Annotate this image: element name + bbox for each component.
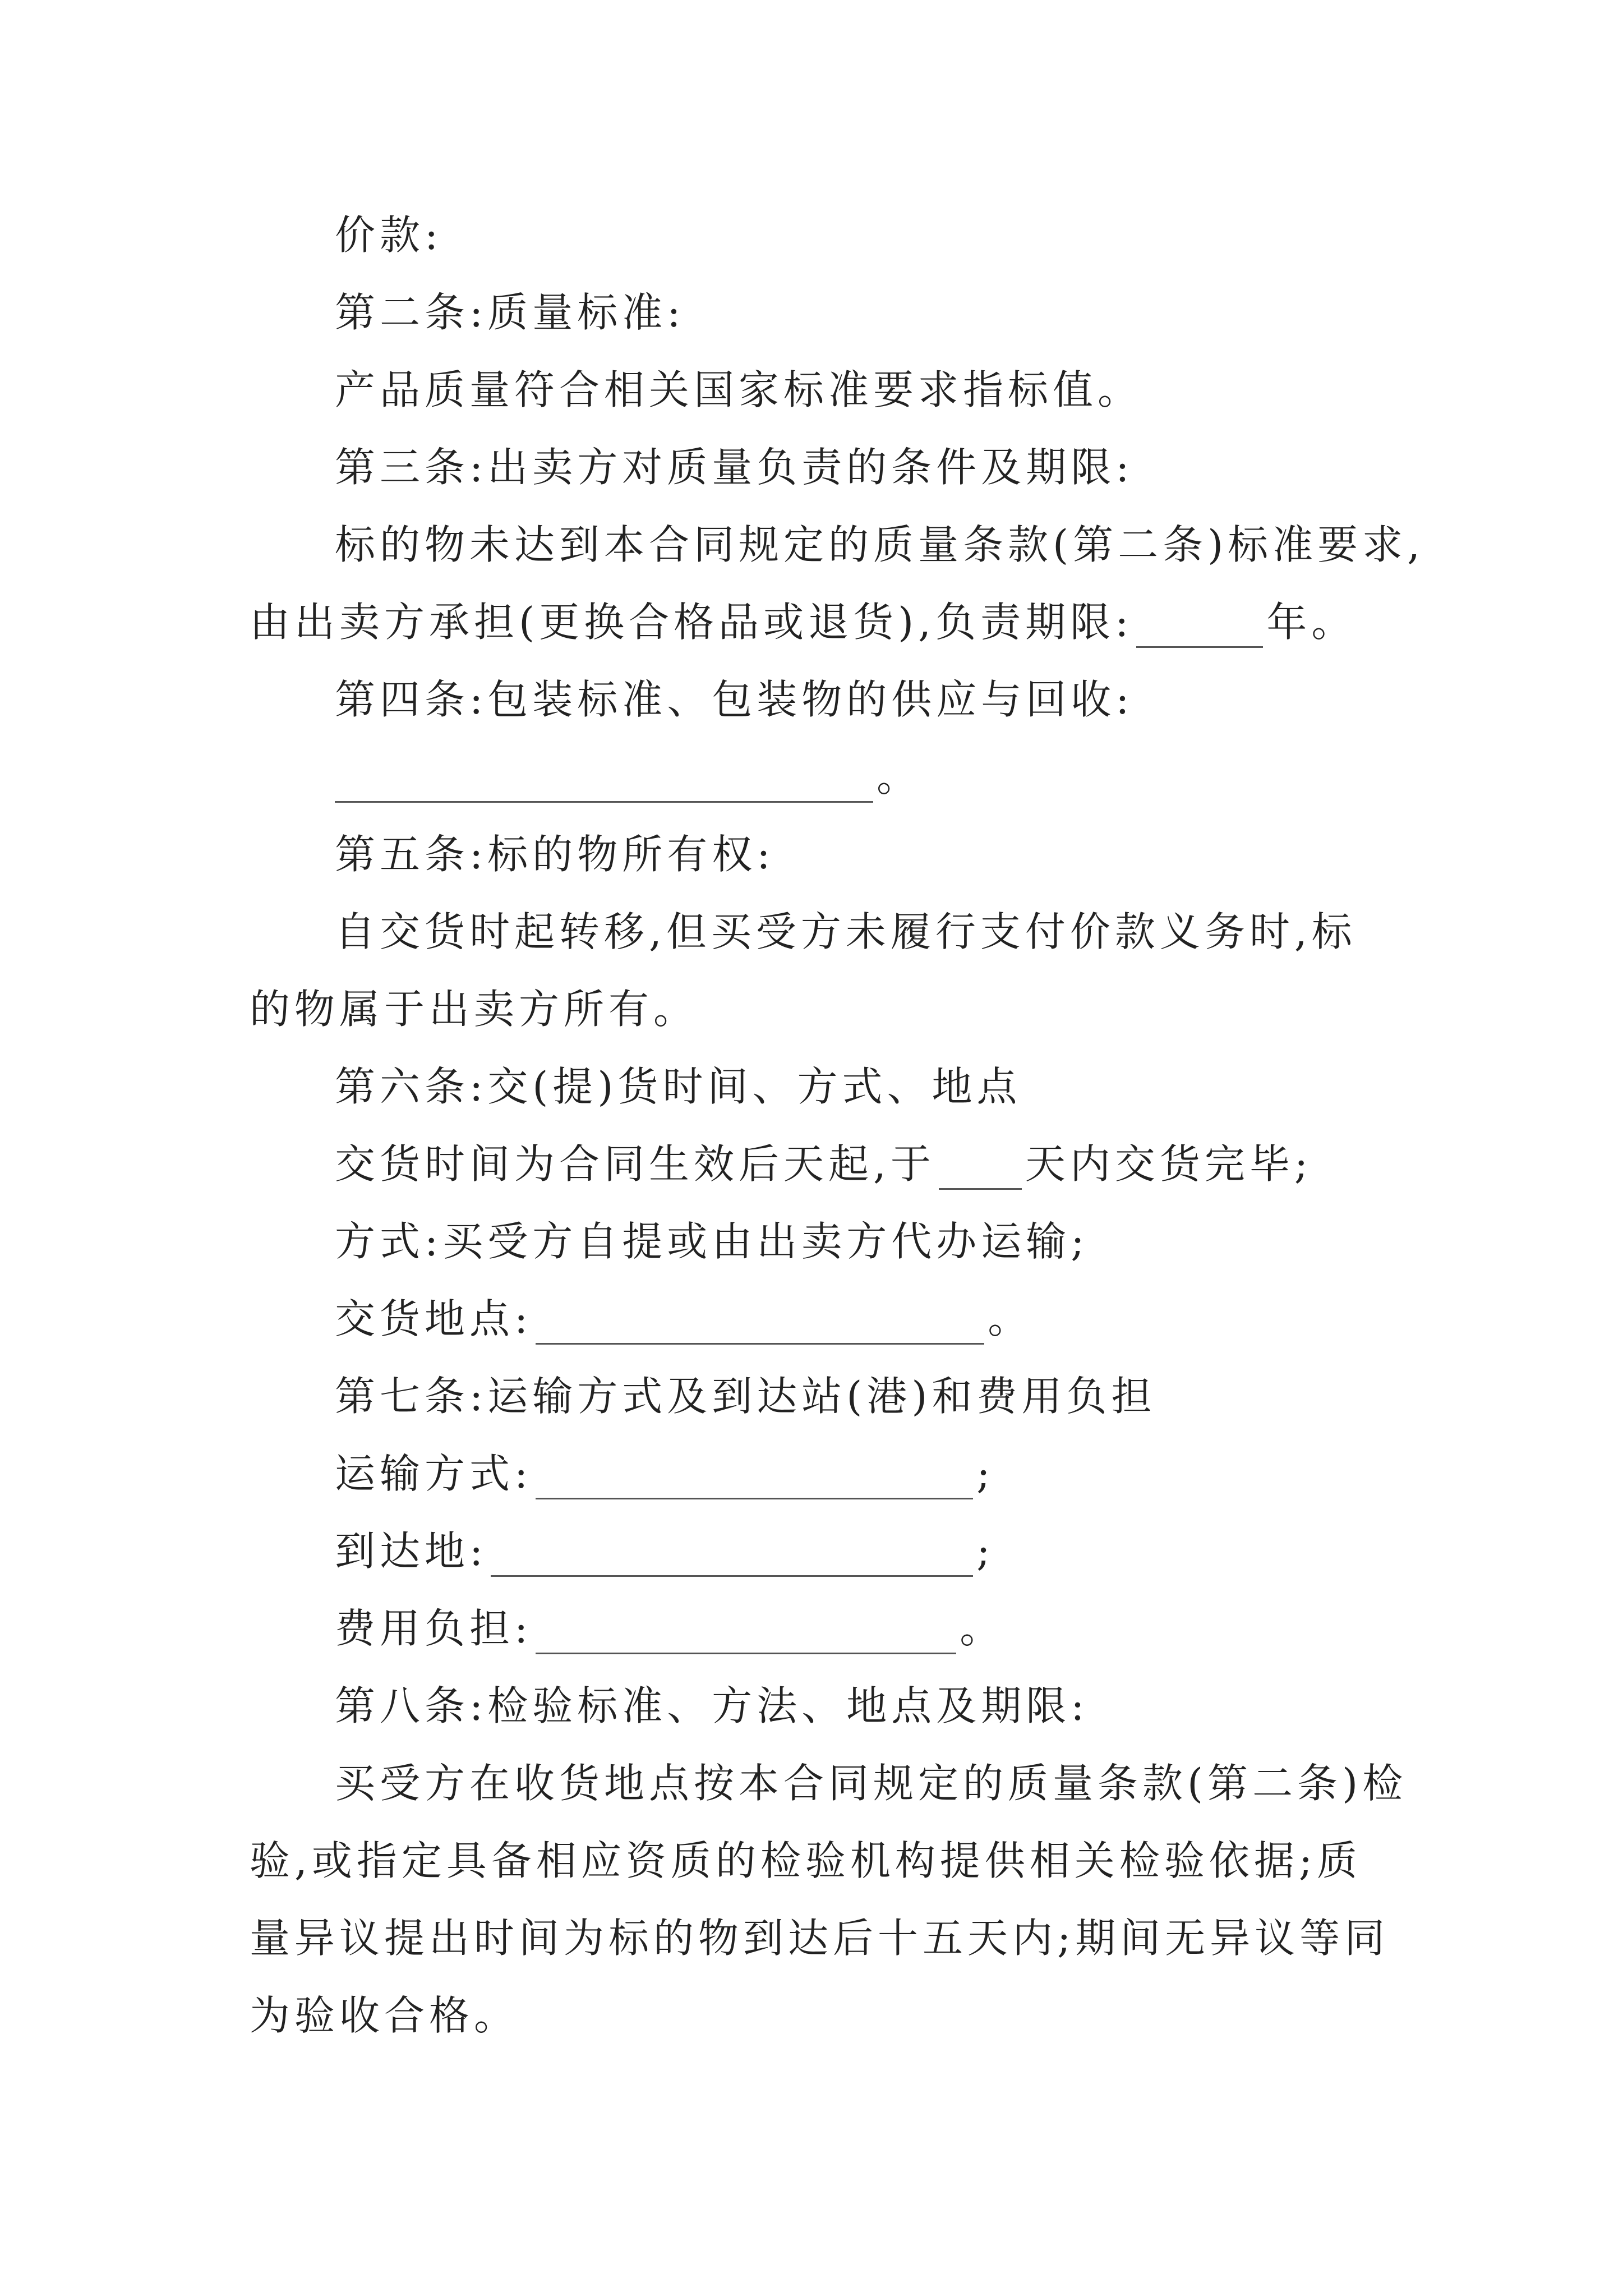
article-7-transport-method xyxy=(250,1435,1388,1512)
article-6-delivery-time xyxy=(250,1125,1388,1203)
document-body xyxy=(250,196,1425,2054)
article-3-body-line-2 xyxy=(250,583,1388,661)
packaging-blank[interactable] xyxy=(335,758,873,803)
delivery-days-blank[interactable] xyxy=(939,1145,1022,1190)
line-text: 买受方在收货地点按本合同规定的质量条款(第二条)检 xyxy=(335,1760,1408,1807)
line-text: 第八条:检验标准、方法、地点及期限: xyxy=(335,1682,1089,1729)
article-5-body-line-1 xyxy=(250,893,1388,970)
article-8-body-line-1 xyxy=(250,1745,1408,1822)
article-8-heading xyxy=(250,1667,1388,1745)
text-line-price xyxy=(250,196,1388,274)
line-text: 第五条:标的物所有权: xyxy=(335,831,775,878)
line-text-suffix: 年。 xyxy=(1266,599,1357,646)
line-text-suffix: ; xyxy=(976,1450,995,1497)
warranty-period-blank[interactable] xyxy=(1136,604,1263,648)
line-text: 方式:买受方自提或由出卖方代办运输; xyxy=(335,1218,1089,1265)
article-8-body-line-4 xyxy=(250,1977,1388,2054)
cost-bearing-blank[interactable] xyxy=(536,1610,956,1654)
line-text: 费用负担: xyxy=(335,1605,533,1652)
line-text: 第六条:交(提)货时间、方式、地点 xyxy=(335,1063,1022,1110)
article-6-heading xyxy=(250,1048,1388,1125)
line-text-suffix: 天内交货完毕; xyxy=(1025,1140,1313,1188)
article-8-body-line-3 xyxy=(250,1899,1388,1977)
article-7-destination xyxy=(250,1512,1388,1590)
line-text: 交货地点: xyxy=(335,1295,533,1342)
line-text: 到达地: xyxy=(335,1527,488,1575)
article-2-body xyxy=(250,351,1388,429)
transport-method-blank[interactable] xyxy=(536,1455,973,1499)
article-5-heading xyxy=(250,816,1388,893)
line-text: 第二条:质量标准: xyxy=(335,289,685,336)
line-text: 价款: xyxy=(335,211,443,259)
line-text: 第三条:出卖方对质量负责的条件及期限: xyxy=(335,444,1134,491)
line-text: 的物属于出卖方所有。 xyxy=(250,986,699,1033)
line-text: 交货时间为合同生效后天起,于 xyxy=(335,1140,935,1188)
destination-blank[interactable] xyxy=(491,1533,973,1577)
line-text: 自交货时起转移,但买受方未履行支付价款义务时,标 xyxy=(335,908,1357,955)
article-7-heading xyxy=(250,1358,1388,1435)
line-text-suffix: 。 xyxy=(877,753,922,800)
line-text: 验,或指定具备相应资质的检验机构提供相关检验依据;质 xyxy=(250,1837,1362,1884)
article-7-cost-bearing xyxy=(250,1590,1388,1667)
article-2-heading xyxy=(250,274,1388,351)
line-text: 第七条:运输方式及到达站(港)和费用负担 xyxy=(335,1373,1156,1420)
line-text-suffix: ; xyxy=(976,1527,995,1575)
line-text: 为验收合格。 xyxy=(250,1992,519,2039)
line-text-suffix: 。 xyxy=(988,1295,1033,1342)
line-text-suffix: 。 xyxy=(960,1605,1005,1652)
line-text: 由出卖方承担(更换合格品或退货),负责期限: xyxy=(250,599,1133,646)
article-8-body-line-2 xyxy=(250,1822,1388,1899)
article-4-heading xyxy=(250,661,1388,738)
article-6-delivery-place xyxy=(250,1280,1388,1358)
line-text: 第四条:包装标准、包装物的供应与回收: xyxy=(335,676,1134,723)
article-3-heading xyxy=(250,429,1388,506)
article-5-body-line-2 xyxy=(250,970,1388,1048)
line-text: 产品质量符合相关国家标准要求指标值。 xyxy=(335,366,1143,413)
article-4-body xyxy=(250,738,1388,816)
delivery-place-blank[interactable] xyxy=(536,1300,984,1345)
article-3-body-line-1 xyxy=(250,506,1425,583)
line-text: 量异议提出时间为标的物到达后十五天内;期间无异议等同 xyxy=(250,1915,1390,1962)
line-text: 标的物未达到本合同规定的质量条款(第二条)标准要求, xyxy=(335,521,1425,568)
line-text: 运输方式: xyxy=(335,1450,533,1497)
article-6-delivery-method xyxy=(250,1203,1388,1280)
